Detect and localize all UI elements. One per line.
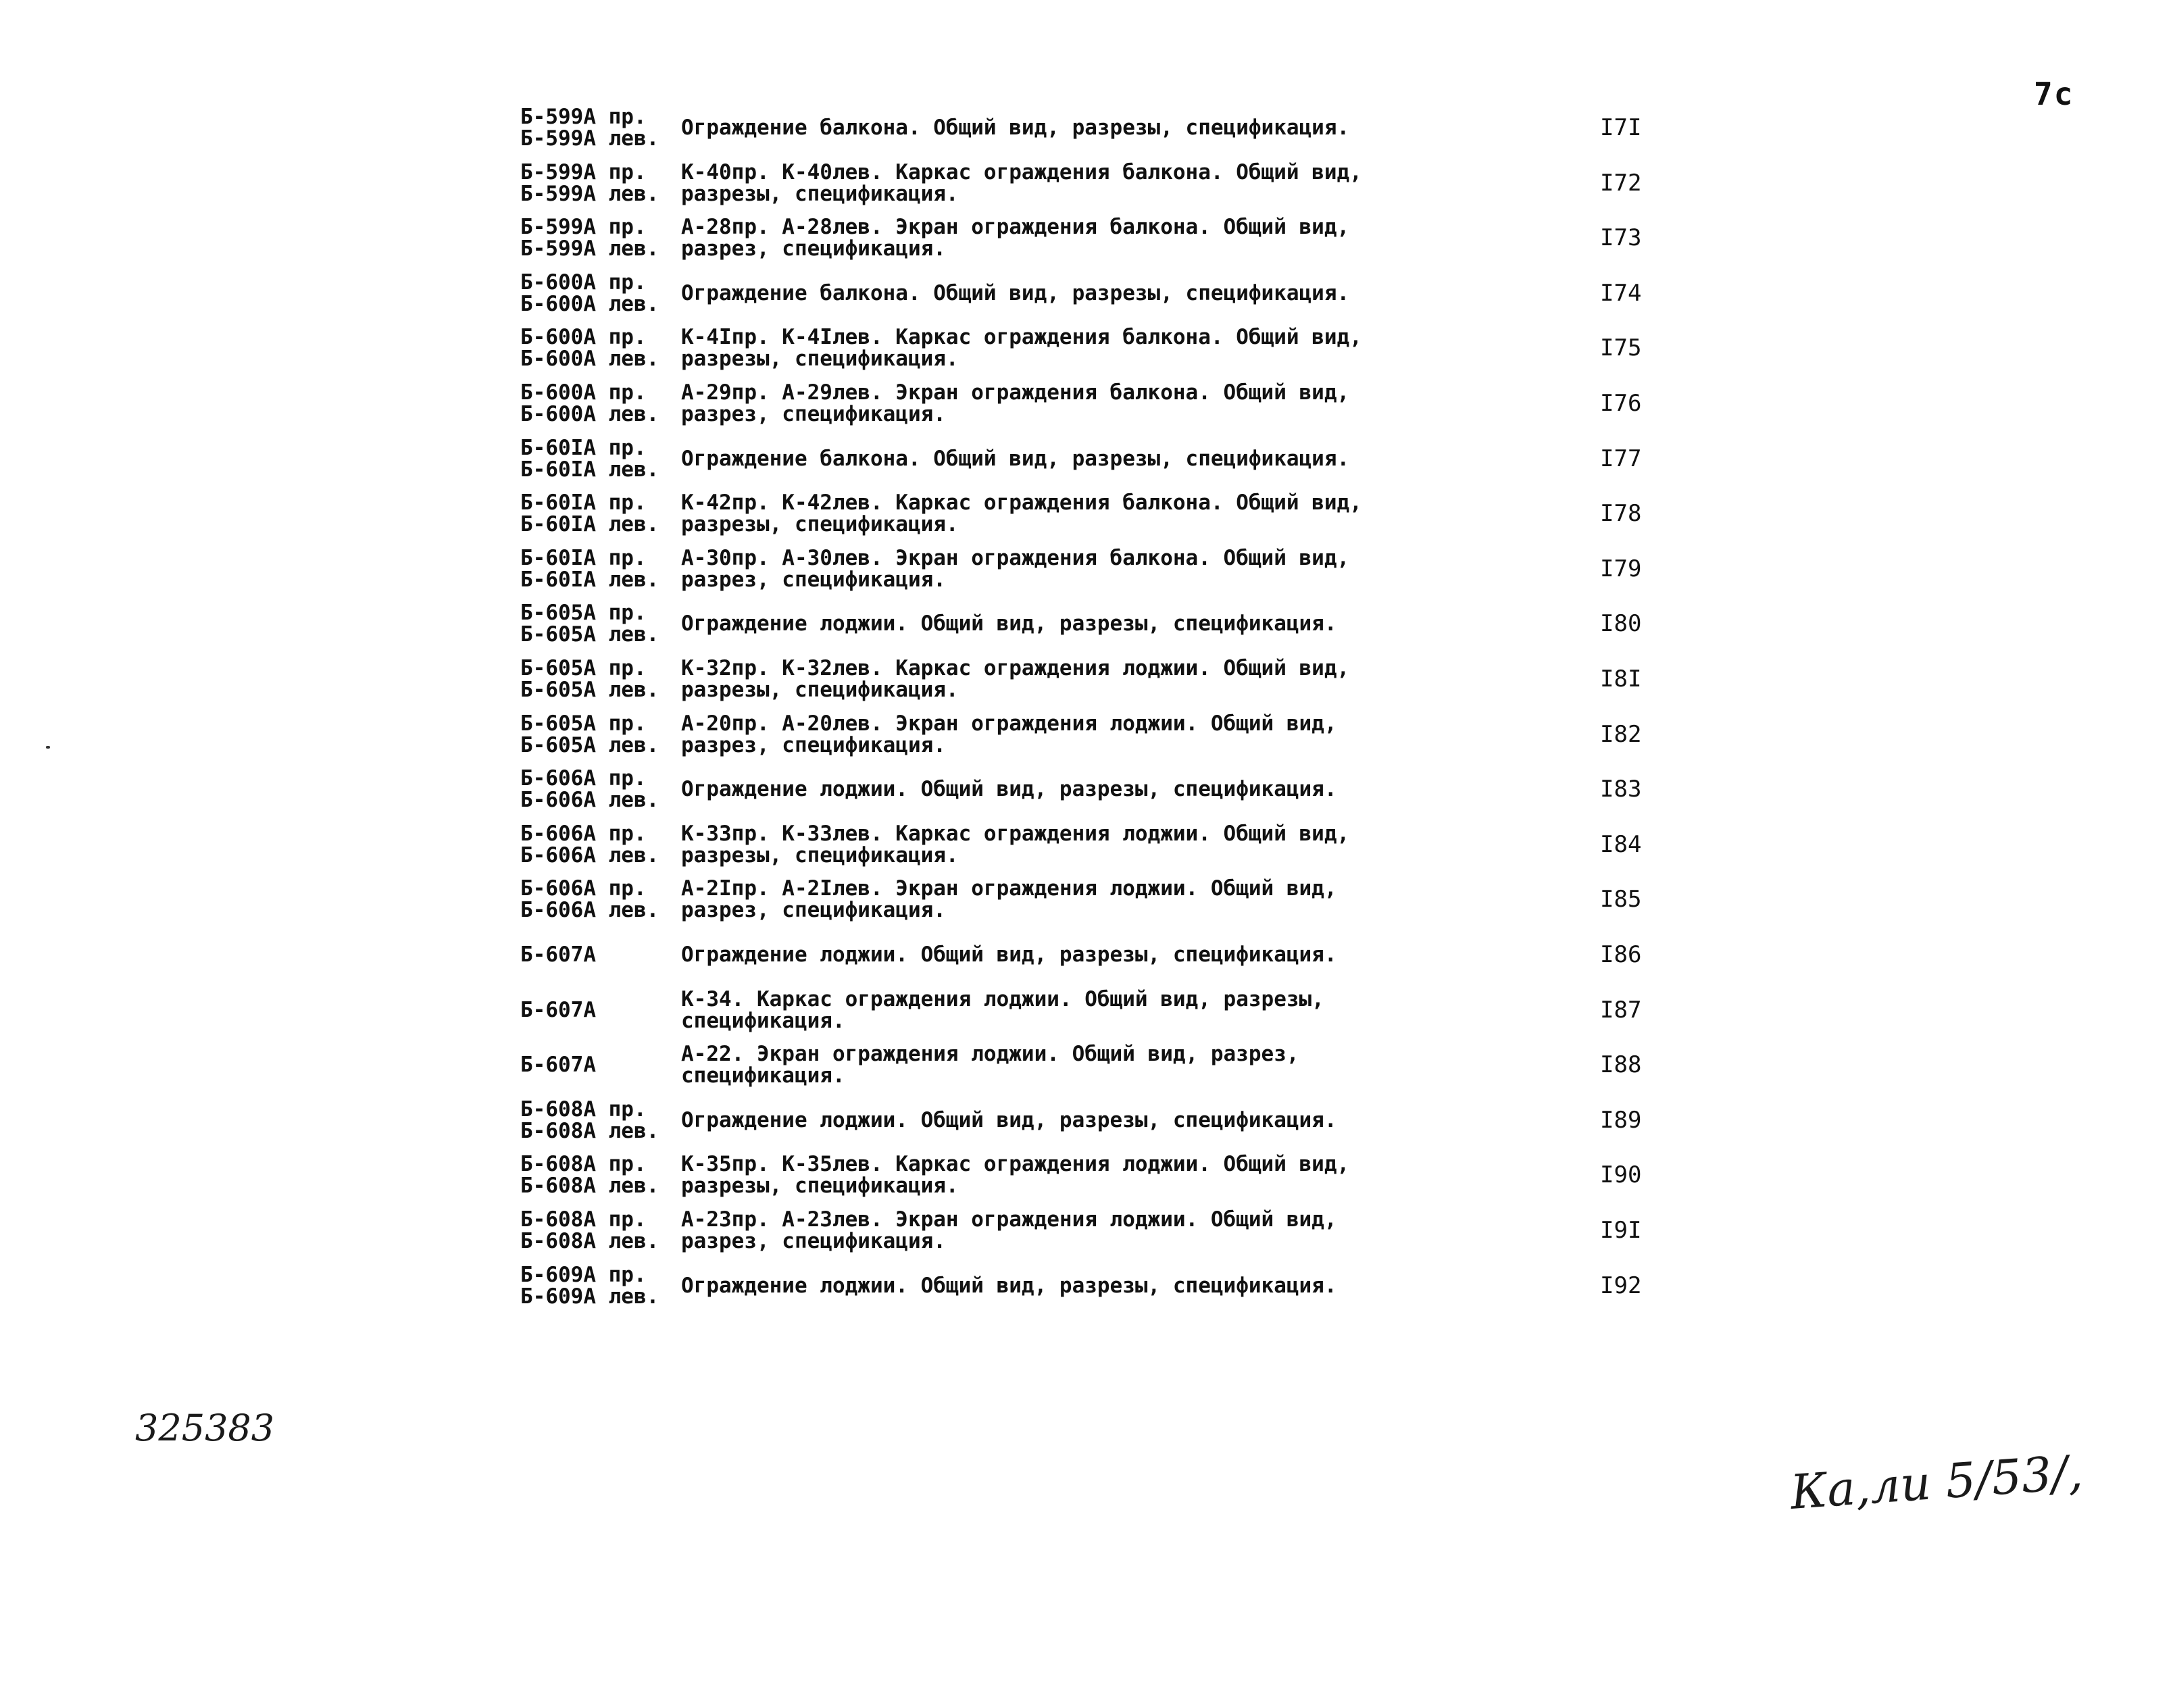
index-entry xyxy=(520,708,1682,761)
entry-description-line: разрез, спецификация. xyxy=(681,733,946,757)
entry-description xyxy=(681,211,1587,264)
entry-code: Б-606А лев. xyxy=(520,843,659,868)
entry-description xyxy=(681,1038,1587,1091)
entry-code: Б-60IА лев. xyxy=(520,512,659,536)
entry-code: Б-605А лев. xyxy=(520,622,659,647)
entry-code: Б-60IА лев. xyxy=(520,457,659,482)
entry-codes xyxy=(520,1038,676,1091)
entry-code: Б-606А пр. xyxy=(520,766,647,790)
entry-description-line: разрез, спецификация. xyxy=(681,1229,946,1253)
entry-code: Б-606А лев. xyxy=(520,898,659,922)
entry-description-line: К-34. Каркас ограждения лоджии. Общий вид, разрезы, xyxy=(681,987,1324,1011)
entry-description-line: Ограждение лоджии. Общий вид, разрезы, спецификация. xyxy=(681,1274,1337,1298)
entry-code: Б-60IА пр. xyxy=(520,436,647,460)
index-entry xyxy=(520,818,1682,871)
entry-code: Б-606А лев. xyxy=(520,788,659,812)
entry-sheet-number: I85 xyxy=(1600,886,1642,913)
entry-code: Б-60IА пр. xyxy=(520,491,647,515)
entry-description-line: А-23пр. А-23лев. Экран ограждения лоджии. Общий вид, xyxy=(681,1207,1337,1232)
entry-code: Б-599А пр. xyxy=(520,215,647,239)
entry-description-line: разрез, спецификация. xyxy=(681,568,946,592)
entry-code: Б-608А пр. xyxy=(520,1097,647,1122)
entry-codes xyxy=(520,543,676,595)
entry-sheet-number: I9I xyxy=(1600,1217,1642,1244)
entry-description-line: А-29пр. А-29лев. Экран ограждения балкона. Общий вид, xyxy=(681,380,1350,405)
index-entry xyxy=(520,432,1682,485)
entry-code: Б-599А пр. xyxy=(520,160,647,184)
entry-codes xyxy=(520,211,676,264)
entry-description xyxy=(681,1204,1587,1257)
index-entry xyxy=(520,1038,1682,1091)
handwritten-copy-note: Ка,ли 5/53/, xyxy=(1789,1444,2084,1520)
entry-sheet-number: I75 xyxy=(1600,334,1642,361)
handwritten-archive-number: 325383 xyxy=(135,1407,275,1449)
entry-code: Б-608А пр. xyxy=(520,1207,647,1232)
entry-code: Б-599А лев. xyxy=(520,182,659,206)
entry-code: Б-608А лев. xyxy=(520,1229,659,1253)
entry-description-line: А-30пр. А-30лев. Экран ограждения балкона. Общий вид, xyxy=(681,546,1350,570)
index-entry xyxy=(520,1204,1682,1257)
index-entry xyxy=(520,543,1682,595)
entry-sheet-number: I86 xyxy=(1600,941,1642,968)
entry-description-line: спецификация. xyxy=(681,1063,845,1088)
entry-description-line: Ограждение лоджии. Общий вид, разрезы, спецификация. xyxy=(681,611,1337,636)
entry-codes xyxy=(520,653,676,705)
entry-description-line: разрезы, спецификация. xyxy=(681,843,959,868)
entry-description xyxy=(681,653,1587,705)
entry-code: Б-60IА лев. xyxy=(520,568,659,592)
entry-description-line: разрезы, спецификация. xyxy=(681,182,959,206)
entry-code: Б-609А лев. xyxy=(520,1284,659,1309)
index-entry xyxy=(520,487,1682,540)
entry-description-line: К-32пр. К-32лев. Каркас ограждения лоджии. Общий вид, xyxy=(681,656,1350,680)
entry-description-line: разрез, спецификация. xyxy=(681,898,946,922)
entry-code: Б-599А лев. xyxy=(520,126,659,151)
entry-code: Б-605А лев. xyxy=(520,678,659,702)
entry-code: Б-600А пр. xyxy=(520,325,647,349)
entry-description xyxy=(681,1094,1587,1147)
entry-code: Б-605А лев. xyxy=(520,733,659,757)
entry-description-line: К-40пр. К-40лев. Каркас ограждения балкона. Общий вид, xyxy=(681,160,1362,184)
entry-description-line: разрез, спецификация. xyxy=(681,402,946,426)
entry-sheet-number: I73 xyxy=(1600,224,1642,251)
entry-description xyxy=(681,818,1587,871)
entry-codes xyxy=(520,377,676,430)
entry-codes xyxy=(520,267,676,320)
entry-code: Б-606А пр. xyxy=(520,876,647,901)
entry-description-line: А-22. Экран ограждения лоджии. Общий вид, разрез, xyxy=(681,1042,1299,1066)
entry-codes xyxy=(520,157,676,209)
page-number: 7с xyxy=(2034,76,2074,112)
entry-codes xyxy=(520,763,676,815)
entry-description xyxy=(681,1259,1587,1312)
entry-description-line: К-4Iпр. К-4Iлев. Каркас ограждения балкона. Общий вид, xyxy=(681,325,1362,349)
entry-description-line: Ограждение лоджии. Общий вид, разрезы, спецификация. xyxy=(681,777,1337,801)
entry-code: Б-60IА пр. xyxy=(520,546,647,570)
entry-codes xyxy=(520,928,676,981)
entry-description-line: Ограждение балкона. Общий вид, разрезы, спецификация. xyxy=(681,281,1350,305)
entry-description xyxy=(681,597,1587,650)
index-entry xyxy=(520,322,1682,374)
index-entry xyxy=(520,377,1682,430)
entry-description xyxy=(681,708,1587,761)
entry-description xyxy=(681,101,1587,154)
entry-codes xyxy=(520,873,676,926)
index-entry xyxy=(520,267,1682,320)
entry-sheet-number: I72 xyxy=(1600,170,1642,197)
index-entry xyxy=(520,873,1682,926)
entry-code: Б-606А пр. xyxy=(520,822,647,846)
entry-description xyxy=(681,157,1587,209)
index-entry xyxy=(520,928,1682,981)
entry-code: Б-609А пр. xyxy=(520,1263,647,1287)
entry-sheet-number: I92 xyxy=(1600,1272,1642,1299)
entry-description-line: Ограждение лоджии. Общий вид, разрезы, спецификация. xyxy=(681,943,1337,967)
entry-code: Б-607А xyxy=(520,998,596,1022)
entry-sheet-number: I80 xyxy=(1600,610,1642,637)
entry-description-line: А-20пр. А-20лев. Экран ограждения лоджии. Общий вид, xyxy=(681,711,1337,736)
entry-description-line: А-2Iпр. А-2Iлев. Экран ограждения лоджии. Общий вид, xyxy=(681,876,1337,901)
entry-codes xyxy=(520,597,676,650)
entry-description xyxy=(681,322,1587,374)
entry-description xyxy=(681,487,1587,540)
entry-description xyxy=(681,1149,1587,1201)
index-entry xyxy=(520,984,1682,1036)
entry-code: Б-600А лев. xyxy=(520,402,659,426)
entry-sheet-number: I79 xyxy=(1600,555,1642,582)
entry-codes xyxy=(520,432,676,485)
entry-code: Б-600А пр. xyxy=(520,380,647,405)
index-entry xyxy=(520,1149,1682,1201)
entry-code: Б-608А лев. xyxy=(520,1119,659,1143)
entry-description-line: Ограждение балкона. Общий вид, разрезы, спецификация. xyxy=(681,116,1350,140)
entry-description-line: спецификация. xyxy=(681,1009,845,1033)
entry-description-line: К-42пр. К-42лев. Каркас ограждения балкона. Общий вид, xyxy=(681,491,1362,515)
index-entry xyxy=(520,101,1682,154)
entry-sheet-number: I76 xyxy=(1600,390,1642,417)
margin-dot xyxy=(46,746,50,749)
entry-codes xyxy=(520,1094,676,1147)
entry-code: Б-607А xyxy=(520,1053,596,1077)
entry-codes xyxy=(520,818,676,871)
entry-description-line: К-33пр. К-33лев. Каркас ограждения лоджии. Общий вид, xyxy=(681,822,1350,846)
index-entry xyxy=(520,653,1682,705)
entry-codes xyxy=(520,101,676,154)
entry-description xyxy=(681,984,1587,1036)
index-entry xyxy=(520,1094,1682,1147)
entry-codes xyxy=(520,1149,676,1201)
index-entry xyxy=(520,597,1682,650)
entry-sheet-number: I78 xyxy=(1600,500,1642,527)
entry-sheet-number: I74 xyxy=(1600,280,1642,307)
entry-description xyxy=(681,267,1587,320)
entry-code: Б-605А пр. xyxy=(520,601,647,625)
entry-description xyxy=(681,873,1587,926)
entry-description-line: разрезы, спецификация. xyxy=(681,512,959,536)
entry-codes xyxy=(520,487,676,540)
entry-codes xyxy=(520,984,676,1036)
entry-description xyxy=(681,543,1587,595)
entry-codes xyxy=(520,1259,676,1312)
entry-code: Б-599А лев. xyxy=(520,236,659,261)
entry-sheet-number: I89 xyxy=(1600,1107,1642,1134)
entry-sheet-number: I83 xyxy=(1600,776,1642,803)
entry-sheet-number: I87 xyxy=(1600,997,1642,1024)
entry-code: Б-605А пр. xyxy=(520,656,647,680)
entry-description-line: разрезы, спецификация. xyxy=(681,347,959,371)
entry-description xyxy=(681,432,1587,485)
entry-code: Б-605А пр. xyxy=(520,711,647,736)
entry-description-line: разрезы, спецификация. xyxy=(681,1174,959,1198)
entry-code: Б-608А пр. xyxy=(520,1152,647,1176)
entry-code: Б-599А пр. xyxy=(520,105,647,129)
entry-description-line: Ограждение балкона. Общий вид, разрезы, спецификация. xyxy=(681,447,1350,471)
entry-description-line: разрезы, спецификация. xyxy=(681,678,959,702)
entry-sheet-number: I90 xyxy=(1600,1161,1642,1188)
entry-description xyxy=(681,377,1587,430)
entry-description xyxy=(681,763,1587,815)
entry-sheet-number: I84 xyxy=(1600,831,1642,858)
entry-sheet-number: I88 xyxy=(1600,1051,1642,1078)
index-entry xyxy=(520,211,1682,264)
index-entry xyxy=(520,157,1682,209)
entry-sheet-number: I82 xyxy=(1600,721,1642,748)
entry-code: Б-607А xyxy=(520,943,596,967)
index-entry xyxy=(520,1259,1682,1312)
entry-code: Б-600А лев. xyxy=(520,347,659,371)
entry-code: Б-608А лев. xyxy=(520,1174,659,1198)
index-entry xyxy=(520,763,1682,815)
entry-sheet-number: I8I xyxy=(1600,665,1642,693)
entry-codes xyxy=(520,1204,676,1257)
entry-description-line: разрез, спецификация. xyxy=(681,236,946,261)
entry-description-line: К-35пр. К-35лев. Каркас ограждения лоджии. Общий вид, xyxy=(681,1152,1350,1176)
entry-code: Б-600А лев. xyxy=(520,292,659,316)
entry-sheet-number: I77 xyxy=(1600,445,1642,472)
entry-description-line: А-28пр. А-28лев. Экран ограждения балкона. Общий вид, xyxy=(681,215,1350,239)
entry-codes xyxy=(520,322,676,374)
entry-description-line: Ограждение лоджии. Общий вид, разрезы, спецификация. xyxy=(681,1108,1337,1132)
entry-description xyxy=(681,928,1587,981)
entry-sheet-number: I7I xyxy=(1600,114,1642,141)
entry-codes xyxy=(520,708,676,761)
entry-code: Б-600А пр. xyxy=(520,270,647,295)
